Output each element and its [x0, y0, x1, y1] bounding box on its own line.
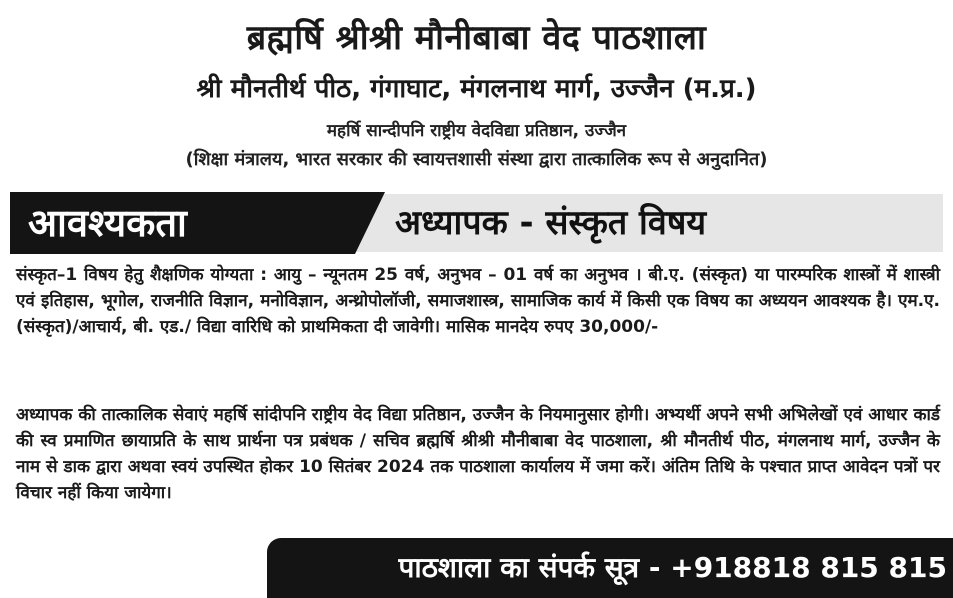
application-paragraph: अध्यापक की तात्कालिक सेवाएं महर्षि सांदीपनि राष्ट्रीय वेद विद्या प्रतिष्ठान, उज्जैन के नियमानुसार होगी। अभ्यर्थी अपने सभी अभिलेखों एवं आधार कार्ड की स्व प्रमाणित छायाप्रति के साथ प्रार्थना पत्र प्रबंधक / सचिव ब्रह्मर्षि श्रीश्री मौनीबाबा वेद पाठशाला, श्री मौनतीर्थ पीठ, मंगलनाथ मार्ग, उज्जैन के नाम से डाक द्वारा अथवा स्वयं उपस्थित होकर 10 सितंबर 2024 तक पाठशाला कार्यालय में जमा करें। अंतिम तिथि के पश्चात प्राप्त आवेदन पत्रों पर विचार नहीं किया जायेगा।: [16, 405, 940, 503]
eligibility-paragraph: संस्कृत–1 विषय हेतु शैक्षणिक योग्यता : आयु – न्यूनतम 25 वर्ष, अनुभव – 01 वर्ष का अनुभव । बी.ए. (संस्कृत) या पारम्परिक शास्त्रों में शास्त्री एवं इतिहास, भूगोल, राजनीति विज्ञान, मनोविज्ञान, अन्थ्रोपोलॉजी, समाजशास्त्र, सामाजिक कार्य में किसी एक विषय का अध्ययन आवश्यक है। एम.ए. (संस्कृत)/आचार्य, बी. एड./ विद्या वारिधि को प्राथमिकता दी जावेगी। मासिक मानदेय रुपए 30,000/-: [16, 265, 940, 337]
address-line: श्री मौनतीर्थ पीठ, गंगाघाट, मंगलनाथ मार्ग, उज्जैन (म.प्र.): [196, 74, 757, 104]
page-title: ब्रह्मर्षि श्रीश्री मौनीबाबा वेद पाठशाला: [246, 18, 707, 58]
affiliation-line: महर्षि सान्दीपनि राष्ट्रीय वेदविद्या प्रतिष्ठान, उज्जैन: [326, 121, 627, 141]
funding-note: (शिक्षा मंत्रालय, भारत सरकार की स्वायत्तशासी संस्था द्वारा तात्कालिक रूप से अनुदानित): [185, 149, 768, 170]
banner-position-title: अध्यापक - संस्कृत विषय: [395, 203, 707, 243]
requirement-banner: [10, 192, 943, 254]
banner-requirement-label: आवश्यकता: [28, 201, 187, 245]
contact-bar: [267, 538, 953, 598]
contact-number: पाठशाला का संपर्क सूत्र - +918818 815 815: [398, 551, 947, 584]
